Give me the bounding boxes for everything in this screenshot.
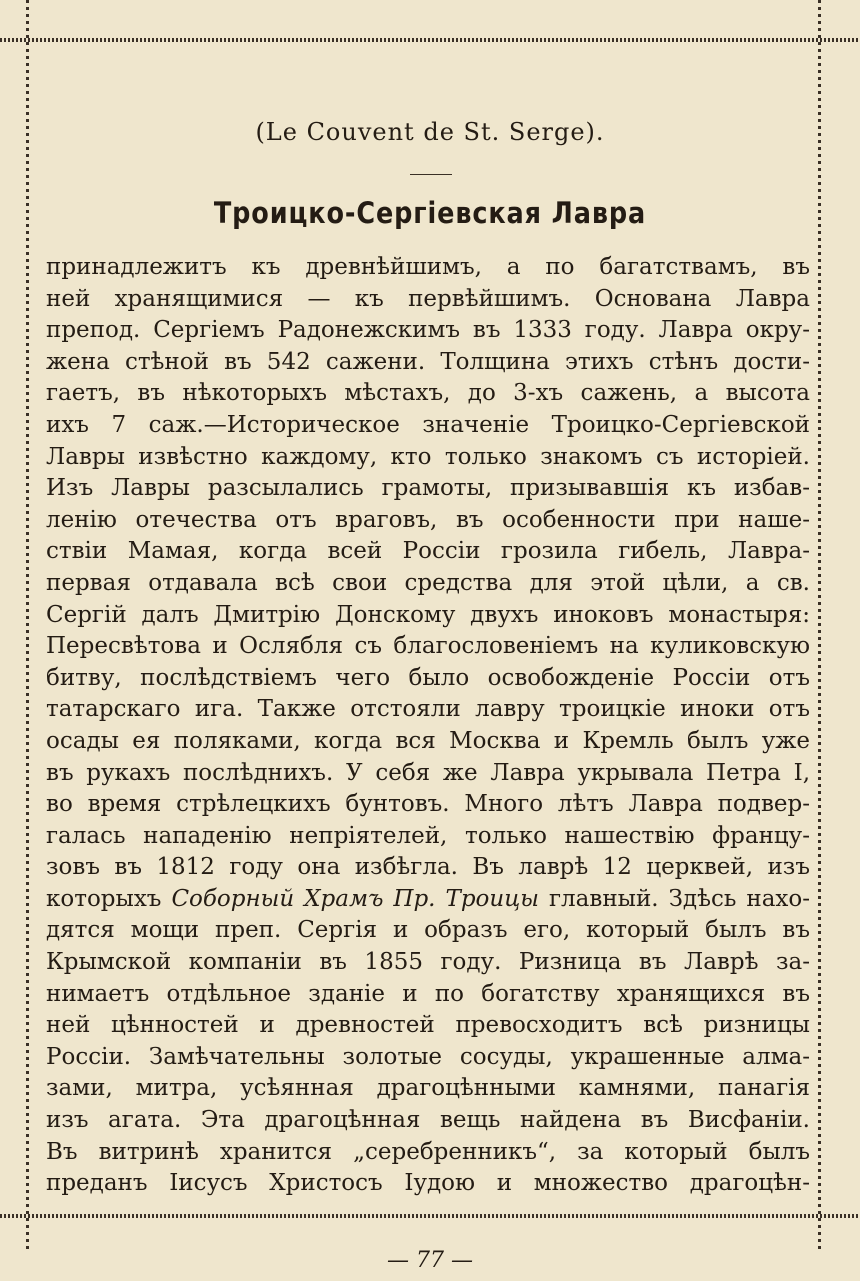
text-line: битву, послѣдствiемъ чего было освобожденiе Россiи отъ (46, 664, 810, 691)
top-border (0, 38, 860, 42)
body-text (46, 252, 810, 1200)
left-border (26, 0, 29, 1250)
text-line: нимаетъ отдѣльное зданiе и по богатству хранящихся въ (46, 980, 810, 1007)
text-line: Крымской компанiи въ 1855 году. Ризница въ Лаврѣ за- (46, 949, 810, 976)
text-line: ихъ 7 саж.—Историческое значенiе Троицко-Сергiевской (46, 411, 810, 438)
text-line: въ рукахъ послѣднихъ. У себя же Лавра укрывала Петра I, (46, 759, 810, 786)
text-line: ней цѣнностей и древностей превосходитъ всѣ ризницы (46, 1012, 810, 1039)
text-line: изъ агата. Эта драгоцѣнная вещь найдена въ Висфанiи. (46, 1107, 810, 1134)
text-line: первая отдавала всѣ свои средства для этой цѣли, а св. (46, 569, 810, 596)
text-line: гаетъ, въ нѣкоторыхъ мѣстахъ, до 3-хъ сажень, а высота (46, 380, 810, 407)
text-line: татарскаго ига. Также отстояли лавру троицкiе иноки отъ (46, 696, 810, 723)
text-line: Пересвѣтова и Ослябля съ благословенiемъ на куликовскую (46, 633, 810, 660)
text-line: ленiю отечества отъ враговъ, въ особенности при наше- (46, 506, 810, 533)
text-line: ствiи Мамая, когда всей Россiи грозила гибель, Лавра- (46, 538, 810, 565)
text-line-mixed (46, 884, 810, 916)
text-line: зовъ въ 1812 году она избѣгла. Въ лаврѣ 12 церквей, изъ (46, 854, 810, 881)
text-line: препод. Сергiемъ Радонежскимъ въ 1333 году. Лавра окру- (46, 317, 810, 344)
text-line: Россiи. Замѣчательны золотые сосуды, украшенные алма- (46, 1043, 810, 1070)
text-line: осады ея поляками, когда вся Москва и Кремль былъ уже (46, 727, 810, 754)
title-rule (410, 174, 452, 175)
right-border (818, 0, 821, 1250)
text-line: принадлежитъ къ древнѣйшимъ, а по багатствамъ, въ (46, 254, 810, 280)
page-number: — 77 — (387, 1248, 473, 1273)
text-line: преданъ Iисусъ Христосъ Iудою и множество драгоцѣн- (46, 1170, 810, 1197)
text-line: во время стрѣлецкихъ бунтовъ. Много лѣтъ Лавра подвер- (46, 791, 810, 818)
text-segment: которыхъ (46, 885, 172, 912)
italic-text: Соборный Храмъ Пр. Троицы (171, 885, 539, 912)
text-line: Лавры извѣстно каждому, кто только знакомъ съ исторiей. (46, 443, 810, 470)
text-line: дятся мощи преп. Сергiя и образъ его, который былъ въ (46, 917, 810, 944)
text-line: зами, митра, усѣянная драгоцѣнными камнями, панагiя (46, 1075, 810, 1102)
text-line: Въ витринѣ хранится „серебренникъ“, за который былъ (46, 1138, 810, 1165)
text-line: ней хранящимися — къ первѣйшимъ. Основана Лавра (46, 285, 810, 312)
text-line: жена стѣной въ 542 сажени. Толщина этихъ стѣнъ дости- (46, 348, 810, 375)
text-line: Сергiй далъ Дмитрiю Донскому двухъ иноковъ монастыря: (46, 601, 810, 628)
text-line: галась нападенiю непрiятелей, только нашествiю францу- (46, 822, 810, 849)
bottom-border (0, 1214, 860, 1218)
text-line: Изъ Лавры разсылались грамоты, призывавшiя къ избав- (46, 475, 810, 502)
subtitle: (Le Couvent de St. Serge). (255, 118, 605, 146)
page-title: Троицко-Сергiевская Лавра (213, 196, 647, 230)
text-segment: главный. Здѣсь нахо- (539, 885, 810, 912)
